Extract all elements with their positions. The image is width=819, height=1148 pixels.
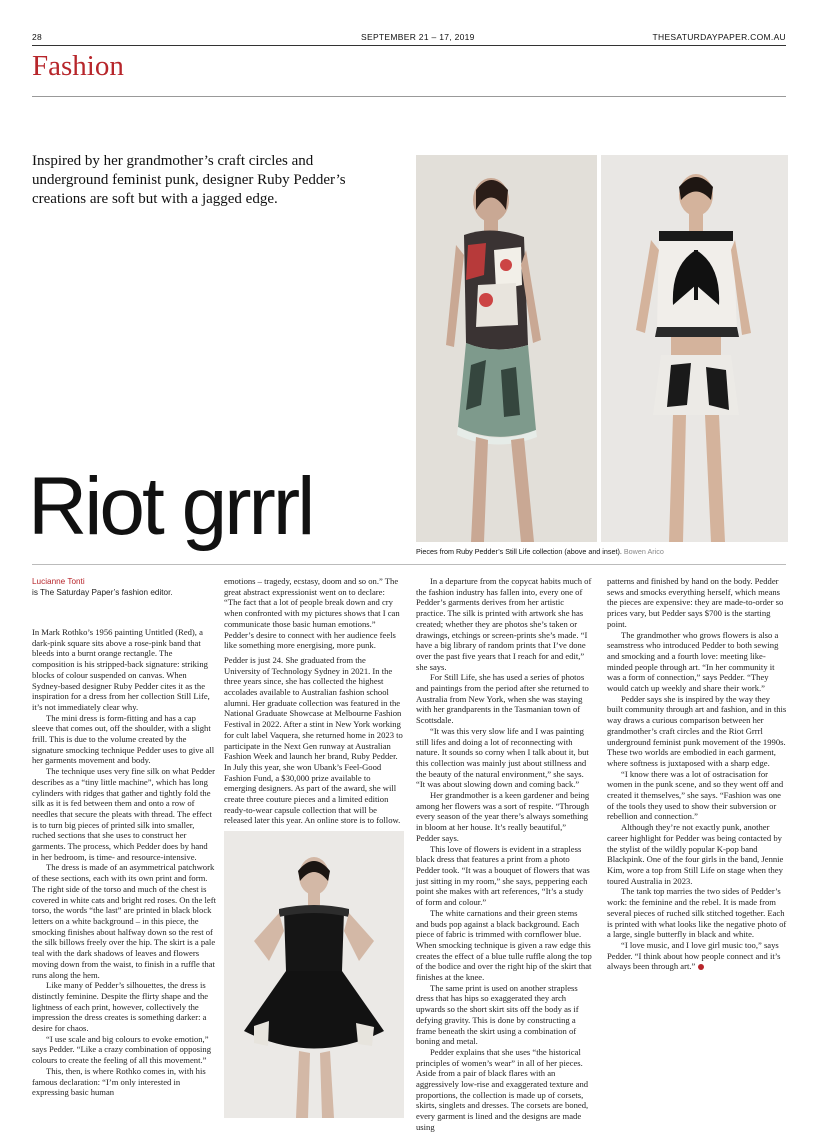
paragraph: “I know there was a lot of ostracisation for women in the punk scene, and so they went off and created it themselves,” she says. “Fashion was one of the tools they used to show their subversion or rebellion and connection.” <box>607 768 784 822</box>
site-url[interactable]: THESATURDAYPAPER.COM.AU <box>652 32 786 42</box>
issue-date: SEPTEMBER 21 – 17, 2019 <box>361 32 475 42</box>
paragraph: In Mark Rothko’s 1956 painting Untitled (Red), a dark-pink square sits above a rose-pink band that bleeds into a burnt orange rectangle. The composition is his stripped-back signature: striking blocks of colour suspended on canvas. When Sydney-based designer Ruby Pedder cites it as the inspiration for a dress from her collection Still Life, it’s not immediately clear why. <box>32 627 210 712</box>
paragraph: The technique uses very fine silk on what Pedder describes as a “tiny little machine”, which has long cylinders with ridges that gather and tightly fold the silk as it is fed between them and onto a row of needles that secure the pleats with thread. The effect is to turn big pieces of printed silk into smaller, ruched sections that she uses to construct her garments. The process, which Pedder does by hand in her bedroom, is time- and resource-intensive. <box>32 766 215 862</box>
caption-text: Pieces from Ruby Pedder’s Still Life collection (above and inset). <box>416 547 622 556</box>
paragraph: In a departure from the copycat habits much of the fashion industry has fallen into, every one of Pedder’s garments derives from her artistic practice. The silk is printed with artwork she has created; whether they are photos she’s taken or drawings, etchings or screen-prints she’s made. “I have a big library of random prints that I’ve done over the past five years that I reach for and edit,” she says. <box>416 576 592 672</box>
paragraph: “It was this very slow life and I was painting still lifes and doing a lot of reconnecting with nature. It sounds so corny when I talk about it, but this collection was mainly just about stillness and the beauty of the natural environment,” she says. “It was about slowing down and coming back.” <box>416 725 589 790</box>
photo-model-butterfly-top <box>601 155 788 542</box>
header-rule <box>32 45 786 46</box>
paragraph: Her grandmother is a keen gardener and being among her flowers was a sort of respite. “Through every season of the year there’s always something in bloom at her house. It’s really beautiful,” Pedder says. <box>416 790 590 843</box>
paragraph: emotions – tragedy, ecstasy, doom and so on.” The great abstract expressionist went on to declare: “The fact that a lot of people break down and cry when confronted with my pictures shows that I can communicate those basic human emotions.” Pedder’s desire to connect with her audience feels like something more energising, more punk. <box>224 576 400 651</box>
section-rule <box>32 96 786 97</box>
end-mark-icon <box>698 964 704 970</box>
paragraph <box>607 940 787 972</box>
article-column-1 <box>32 627 216 1098</box>
paragraph: The mini dress is form-fitting and has a cap sleeve that comes out, off the shoulder, with a slight frill. This is due to the volume created by the signature smocking technique Pedder uses to give all her garments movement and body. <box>32 712 215 766</box>
paragraph: For Still Life, she has used a series of photos and paintings from the period after she returned to Australia from New York, when she was staying with her grandparents in the Tasmanian town of Scottsdale. <box>416 672 589 726</box>
model-mini-dress-illustration <box>416 155 597 542</box>
headline: Riot grrrl <box>28 461 313 552</box>
paragraph: The dress is made of an asymmetrical patchwork of these sections, each with its own print and form. The right side of the torso and much of the chest is covered in white cats and bright red roses. On the left torso, the words “the last” are printed in black block letters on a white background – in this piece, the smocking finishes about halfway down so the rest of the silk billows freely over the hip. The skirt is a pale teal with the dark shadows of leaves and flowers moving down from the waist, to finish in a ruffle that runs along the hem. <box>32 862 216 980</box>
paragraph: Pedder is just 24. She graduated from the University of Technology Sydney in 2021. In the three years since, she has collected the highest accolades available to Australian fashion school alumni. Her graduate collection was featured in the National Graduate Showcase at Melbourne Fashion Festival in 2022. After a stint in New York working for cult label Vaquera, she returned home in 2023 to participate in the Next Gen runway at Australian Fashion Week and launch her brand, Ruby Pedder. In July this year, she won Ubank’s Feel-Good Fashion Fund, a $30,000 prize available to emerging designers. As part of the award, she will create three couture pieces and a limited edition ready-to-wear capsule collection that will be released later this year. An online store is to follow. <box>224 654 403 826</box>
paragraph: This love of flowers is evident in a strapless black dress that features a print from a photo Pedder took. “It was a bouquet of flowers that was just sitting in my room,” she says, peppering each point she makes with art references, “It’s a study of form and colour.” <box>416 843 590 908</box>
paragraph: Pedder says she is inspired by the way they built community through art and fashion, and in this way draws a curious comparison between her grandmother’s craft circles and the Riot Grrrl underground feminist punk movement of the 1990s. These two worlds are embodied in each garment, where softness is juxtaposed with a sharp edge. <box>607 693 787 768</box>
author-bio: is The Saturday Paper’s fashion editor. <box>32 588 173 597</box>
photo-caption <box>416 547 664 556</box>
paragraph: Like many of Pedder’s silhouettes, the dress is distinctly feminine. Despite the flirty shape and the lightness of each print, however, collectively the impression the dress creates is something darker: a desire for chaos. <box>32 980 209 1034</box>
paragraph: The grandmother who grows flowers is also a seamstress who introduced Pedder to both sewing and smocking and a fourth love: meeting like-minded people through art. “In her community it was a form of connection,” says Pedder. “They would catch up weekly and share their work.” <box>607 629 779 694</box>
inset-strapless-dress-illustration <box>224 831 404 1118</box>
paragraph: The white carnations and their green stems and buds pop against a black background. Each piece of fabric is trimmed with cornflower blue. When smocking technique is given a raw edge this creates the effect of a blue tulle ruffle along the top of the bodice and over the right hip of the skirt that finishes at the knee. <box>416 907 592 983</box>
caption-credit: Bowen Arico <box>623 547 664 556</box>
byline <box>32 576 212 598</box>
standfirst: Inspired by her grandmother’s craft circles and underground feminist punk, designer Ruby Pedder’s creations are soft but with a jagged edge. <box>32 153 346 207</box>
paragraph: Pedder explains that she uses “the historical principles of women’s wear” in all of her pieces. Aside from a pair of black flares with an aggressively low-rise and exaggerated texture and proportions, the collection is made up of corsets, skirts, singlets and dresses. The corsets are boned, every garment is lined and the designs are made using <box>416 1046 589 1132</box>
article-column-3 <box>416 576 592 1133</box>
paragraph: The tank top marries the two sides of Pedder’s work: the feminine and the rebel. It is made from several pieces of ruched silk stitched together. Each is printed with what looks like the negative photo of a large, single butterfly in black and white. <box>607 886 787 940</box>
paragraph: “I use scale and big colours to evoke emotion,” says Pedder. “Like a crazy combination of opposing colours to create the feeling of all this movement.” <box>32 1033 211 1066</box>
photo-inset-strapless-dress <box>224 831 404 1118</box>
article-column-4 <box>607 576 787 972</box>
closing-paragraph-text: “I love music, and I love girl music too,” says Pedder. “I think about how people connect and it’s always been through art.” <box>607 939 781 972</box>
section-title: Fashion <box>32 50 124 82</box>
model-butterfly-top-illustration <box>601 155 788 542</box>
caption-rule <box>32 564 786 565</box>
author-name: Lucianne Tonti <box>32 577 85 586</box>
photo-model-mini-dress <box>416 155 597 542</box>
paragraph: This, then, is where Rothko comes in, with his famous declaration: “I’m only interested in expressing basic human <box>32 1065 206 1098</box>
page-number: 28 <box>32 32 43 42</box>
paragraph: The same print is used on another strapless dress that has hips so exaggerated they arch upwards so the short skirt sits off the body as if defying gravity. This is done by constructing a frame beneath the skirt using a combination of boning and metal. <box>416 982 579 1047</box>
paragraph: patterns and finished by hand on the body. Pedder sews and smocks everything herself, which means the pieces are expensive: they are made-to-order so prices vary, but Pedder says $700 is the starting point. <box>607 576 784 629</box>
paragraph: Although they’re not exactly punk, another career highlight for Pedder was being contacted by the stylist of the wildly popular K-pop band Blackpink. One of the four girls in the band, Jennie Kim, wore a top from Still Life on stage when they toured Australia in 2023. <box>607 822 784 886</box>
article-column-2 <box>224 576 404 826</box>
